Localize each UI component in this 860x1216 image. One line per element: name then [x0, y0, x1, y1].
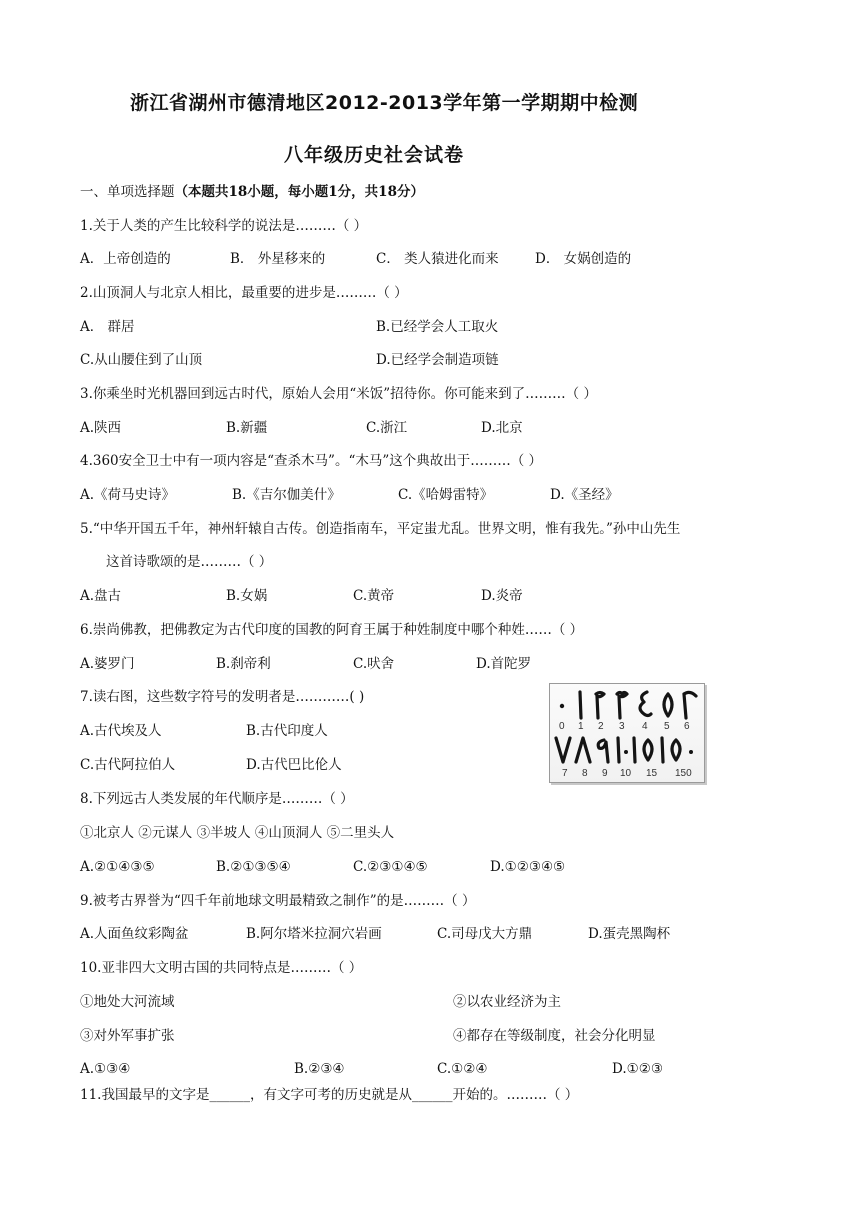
q3-option-c: C.浙江 — [366, 420, 408, 436]
numeral-label-5: 5 — [664, 721, 670, 732]
q10-item-2: ②以农业经济为主 — [453, 994, 561, 1010]
q10-option-c: C.①②④ — [437, 1061, 488, 1077]
numeral-label-9: 9 — [602, 768, 608, 779]
q9-option-b: B.阿尔塔米拉洞穴岩画 — [246, 926, 382, 942]
q2-option-a: A． 群居 — [80, 319, 135, 335]
q3-option-d: D.北京 — [481, 420, 523, 436]
q2-option-d: D.已经学会制造项链 — [376, 352, 499, 368]
numeral-label-3: 3 — [619, 721, 625, 732]
numeral-label-0: 0 — [559, 721, 565, 732]
numeral-label-4: 4 — [642, 721, 648, 732]
q9-option-a: A.人面鱼纹彩陶盆 — [80, 926, 189, 942]
q7-option-d: D.古代巴比伦人 — [246, 757, 342, 773]
numeral-label-6: 6 — [684, 721, 690, 732]
question-7-stem: 7.读右图，这些数字符号的发明者是…………( ) — [80, 689, 365, 705]
q10-item-3: ③对外军事扩张 — [80, 1028, 175, 1044]
question-2-stem: 2.山顶洞人与北京人相比，最重要的进步是………（ ） — [80, 285, 408, 301]
numeral-label-10: 10 — [620, 768, 632, 779]
q4-option-a: A.《荷马史诗》 — [80, 487, 176, 503]
section-title: 一、单项选择题 — [80, 184, 175, 200]
question-11-stem: 11.我国最早的文字是______，有文字可考的历史就是从______开始的。………（ ） — [80, 1087, 579, 1103]
question-6-stem: 6.崇尚佛教，把佛教定为古代印度的国教的阿育王属于种姓制度中哪个种姓……（ ） — [80, 622, 584, 638]
question-5-stem-continued: 这首诗歌颂的是………（ ） — [106, 554, 273, 570]
q8-option-c: C.②③①④⑤ — [353, 859, 428, 875]
q7-option-b: B.古代印度人 — [246, 723, 328, 739]
exam-title: 浙江省湖州市德清地区2012-2013学年第一学期期中检测 — [130, 92, 639, 114]
q4-option-c: C.《哈姆雷特》 — [398, 487, 494, 503]
numeral-label-7: 7 — [562, 768, 568, 779]
numeral-label-1: 1 — [578, 721, 584, 732]
numeral-label-8: 8 — [582, 768, 588, 779]
q8-option-a: A.②①④③⑤ — [80, 859, 155, 875]
q8-option-b: B.②①③⑤④ — [216, 859, 291, 875]
q1-option-b: B． 外星移来的 — [230, 251, 326, 267]
q2-option-b: B.已经学会人工取火 — [376, 319, 499, 335]
exam-subtitle: 八年级历史社会试卷 — [284, 144, 465, 166]
q7-option-a: A.古代埃及人 — [80, 723, 162, 739]
q10-item-1: ①地处大河流域 — [80, 994, 175, 1010]
numerals-illustration — [550, 684, 704, 782]
question-10-stem: 10.亚非四大文明古国的共同特点是………（ ） — [80, 960, 363, 976]
q1-option-a: A．上帝创造的 — [80, 251, 171, 267]
q2-option-c: C.从山腰住到了山顶 — [80, 352, 203, 368]
numeral-label-2: 2 — [598, 721, 604, 732]
question-5-stem: 5.“中华开国五千年，神州轩辕自古传。创造指南车，平定蚩尤乱。世界文明，惟有我先。”孙中山先生 — [80, 521, 681, 537]
q5-option-c: C.黄帝 — [353, 588, 395, 604]
q5-option-d: D.炎帝 — [481, 588, 523, 604]
q5-option-b: B.女娲 — [226, 588, 268, 604]
arabic-numerals-figure — [549, 683, 705, 783]
q10-item-4: ④都存在等级制度，社会分化明显 — [453, 1028, 656, 1044]
q1-option-d: D． 女娲创造的 — [535, 251, 632, 267]
q6-option-b: B.刹帝利 — [216, 656, 271, 672]
q6-option-a: A.婆罗门 — [80, 656, 135, 672]
question-8-items: ①北京人 ②元谋人 ③半坡人 ④山顶洞人 ⑤二里头人 — [80, 825, 395, 841]
q6-option-c: C.吠舍 — [353, 656, 395, 672]
section-heading — [80, 183, 424, 201]
q4-option-d: D.《圣经》 — [550, 487, 619, 503]
q10-option-a: A.①③④ — [80, 1061, 131, 1077]
q6-option-d: D.首陀罗 — [476, 656, 532, 672]
question-1-stem: 1.关于人类的产生比较科学的说法是………（ ） — [80, 218, 368, 234]
question-4-stem: 4.360安全卫士中有一项内容是“查杀木马”。“木马”这个典故出于………（ ） — [80, 453, 543, 469]
q4-option-b: B.《吉尔伽美什》 — [232, 487, 341, 503]
numeral-label-15: 15 — [646, 768, 658, 779]
section-note: （本题共18小题，每小题1分，共18分） — [174, 184, 424, 200]
q9-option-d: D.蛋壳黑陶杯 — [588, 926, 671, 942]
q3-option-b: B.新疆 — [226, 420, 268, 436]
q3-option-a: A.陕西 — [80, 420, 122, 436]
q8-option-d: D.①②③④⑤ — [490, 859, 566, 875]
q5-option-a: A.盘古 — [80, 588, 122, 604]
q7-option-c: C.古代阿拉伯人 — [80, 757, 176, 773]
q9-option-c: C.司母戊大方鼎 — [437, 926, 533, 942]
question-9-stem: 9.被考古界誉为“四千年前地球文明最精致之制作”的是………（ ） — [80, 893, 476, 909]
question-3-stem: 3.你乘坐时光机器回到远古时代，原始人会用“米饭”招待你。你可能来到了………（ ） — [80, 386, 597, 402]
numeral-label-150: 150 — [675, 768, 692, 779]
question-8-stem: 8.下列远古人类发展的年代顺序是………（ ） — [80, 791, 354, 807]
q1-option-c: C． 类人猿进化而来 — [376, 251, 499, 267]
q10-option-b: B.②③④ — [294, 1061, 345, 1077]
q10-option-d: D.①②③ — [612, 1061, 663, 1077]
